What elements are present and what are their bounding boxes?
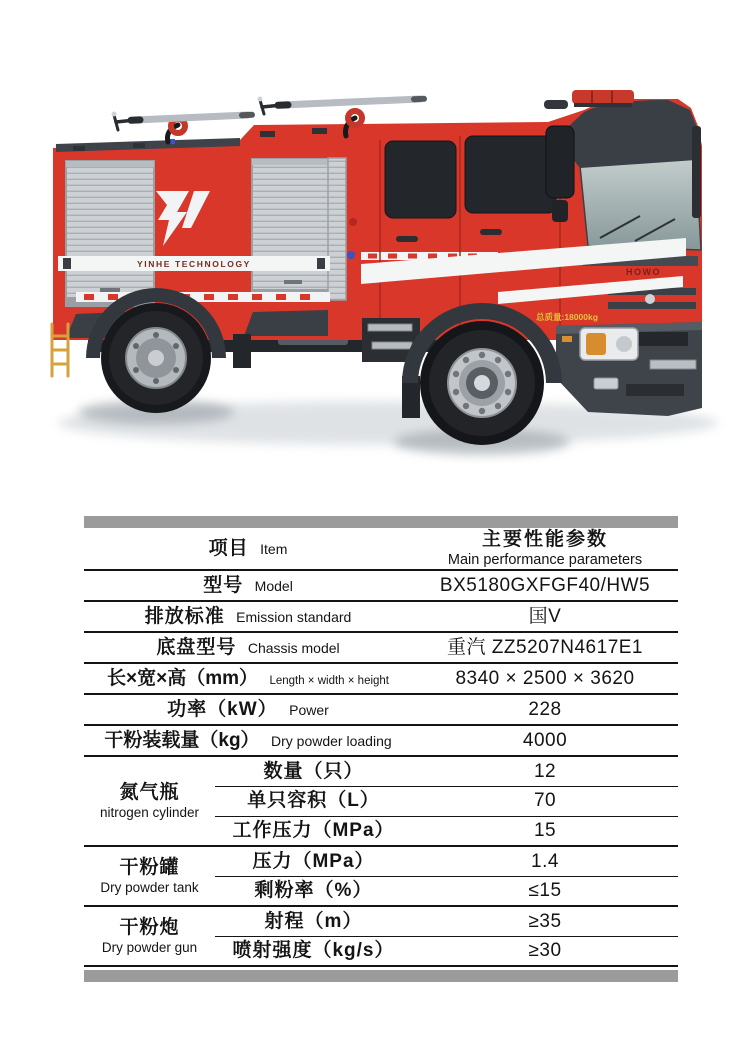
spec-row-dimensions xyxy=(84,663,678,694)
door-handle xyxy=(480,229,502,235)
row-value-cell xyxy=(412,876,678,906)
group-cell-nitrogen-cylinder xyxy=(84,756,215,846)
row-value-cell xyxy=(412,632,678,663)
group-en: Dry powder gun xyxy=(101,939,198,955)
row-value-cell xyxy=(412,570,678,601)
group-en: Dry powder tank xyxy=(100,879,199,895)
row-value-cell xyxy=(412,936,678,966)
value: 228 xyxy=(528,698,562,720)
row-value-cell xyxy=(412,756,678,786)
row-label-cell xyxy=(84,601,412,632)
sub-label: 工作压力（MPa） xyxy=(232,820,395,842)
front-door-window xyxy=(465,136,556,213)
value: 1.4 xyxy=(531,850,559,872)
value: 15 xyxy=(533,820,557,842)
group-zh: 氮气瓶 xyxy=(119,782,180,804)
value: BX5180GXFGF40/HW5 xyxy=(439,574,651,596)
sub-label-cell xyxy=(215,816,412,846)
label-zh: 底盘型号 xyxy=(156,636,237,658)
crew-door-window xyxy=(385,141,456,218)
spec-row-model xyxy=(84,570,678,601)
row-label-cell xyxy=(84,694,412,725)
grille-emblem xyxy=(645,294,655,304)
header-item-cell xyxy=(84,528,412,570)
windshield xyxy=(580,158,701,250)
label-zh: 干粉装载量（kg） xyxy=(104,729,260,751)
row-value-cell xyxy=(412,694,678,725)
corner-marker xyxy=(562,336,572,342)
side-logo-text: YINHE TECHNOLOGY xyxy=(137,259,251,269)
value: 国V xyxy=(528,605,562,627)
label-en: Chassis model xyxy=(247,639,340,656)
reflective-band-tank xyxy=(76,292,330,302)
value: ≥35 xyxy=(528,910,562,932)
label-en: Length × width × height xyxy=(269,674,390,687)
side-red-lamp xyxy=(349,218,357,226)
value: 4000 xyxy=(522,729,568,751)
shutter-handle xyxy=(100,288,120,292)
group-zh: 干粉罐 xyxy=(119,857,180,879)
row-label-cell xyxy=(84,663,412,694)
label-zh: 功率（kW） xyxy=(167,698,278,720)
label-zh: 长×宽×高（mm） xyxy=(107,667,258,689)
roller-shutter-door-middle xyxy=(252,159,334,298)
header-params-cell xyxy=(412,528,678,570)
row-label-cell xyxy=(84,632,412,663)
row-value-cell xyxy=(412,601,678,632)
front-badge-text: HOWO xyxy=(626,267,661,277)
sun-visor xyxy=(556,100,700,168)
header-params-zh: 主要性能参数 xyxy=(482,529,609,551)
row-label-cell xyxy=(84,570,412,601)
sub-label-cell xyxy=(215,756,412,786)
group-zh: 干粉炮 xyxy=(119,917,180,939)
shutter-handle xyxy=(284,280,302,284)
label-en: Model xyxy=(254,577,293,594)
spec-row-emission xyxy=(84,601,678,632)
group-cell-dry-powder-gun xyxy=(84,906,215,966)
fire-truck-svg xyxy=(28,78,728,470)
row-value-cell xyxy=(412,663,678,694)
fog-lamp xyxy=(594,378,618,389)
mudflap xyxy=(233,334,251,368)
label-zh: 排放标准 xyxy=(144,605,225,627)
sub-label-cell xyxy=(215,846,412,876)
label-en: Dry powder loading xyxy=(271,732,392,749)
row-value-cell xyxy=(412,816,678,846)
value: 70 xyxy=(533,790,557,812)
front-wheel xyxy=(420,321,544,445)
sub-label: 压力（MPa） xyxy=(252,850,375,872)
row-value-cell xyxy=(412,786,678,816)
sub-label: 数量（只） xyxy=(263,760,364,782)
roof-horn xyxy=(544,100,568,109)
sub-label-cell xyxy=(215,786,412,816)
value: ≥30 xyxy=(528,940,562,962)
sub-label-cell xyxy=(215,936,412,966)
table-header-row xyxy=(84,528,678,570)
table-top-accent-bar xyxy=(84,516,678,528)
table-bottom-accent-bar xyxy=(84,970,678,982)
spec-sheet xyxy=(84,516,678,982)
value: ≤15 xyxy=(528,880,562,902)
spec-row-tank-pressure xyxy=(84,846,678,876)
sub-label: 射程（m） xyxy=(264,910,363,932)
row-value-cell xyxy=(412,725,678,756)
headlight xyxy=(580,328,638,360)
sub-label-cell xyxy=(215,906,412,936)
spec-row-cylinder-count xyxy=(84,756,678,786)
sub-label: 单只容积（L） xyxy=(247,790,380,812)
spec-row-power xyxy=(84,694,678,725)
spec-row-chassis xyxy=(84,632,678,663)
roller-shutter-door-rear xyxy=(66,161,154,306)
roof-water-monitor-rear xyxy=(112,112,253,143)
rear-wheel xyxy=(101,303,211,413)
group-en: nitrogen cylinder xyxy=(99,804,200,820)
row-value-cell xyxy=(412,906,678,936)
sub-label-cell xyxy=(215,876,412,906)
spec-row-gun-range xyxy=(84,906,678,936)
row-label-cell xyxy=(84,725,412,756)
value: 8340 × 2500 × 3620 xyxy=(455,667,635,689)
door-handle xyxy=(396,236,418,242)
label-en: Emission standard xyxy=(236,608,352,625)
label-en: Power xyxy=(289,701,329,718)
value: 重汽 ZZ5207N4617E1 xyxy=(447,636,644,658)
group-cell-dry-powder-tank xyxy=(84,846,215,906)
roller-shutter-door-narrow xyxy=(328,158,346,300)
sub-label: 喷射强度（kg/s） xyxy=(232,940,395,962)
label-zh: 型号 xyxy=(203,574,244,596)
performance-spec-table xyxy=(84,528,678,967)
header-item-zh: 项目 xyxy=(208,537,249,559)
value: 12 xyxy=(533,760,557,782)
weight-marking-text: 总质量:18000kg xyxy=(536,312,598,322)
spec-row-powder-loading xyxy=(84,725,678,756)
fire-truck-illustration xyxy=(28,78,728,470)
row-value-cell xyxy=(412,846,678,876)
side-logo-band xyxy=(58,256,330,271)
side-blue-lamp xyxy=(347,251,355,259)
header-params-en: Main performance parameters xyxy=(447,551,643,568)
roof-beacon-bar xyxy=(544,90,634,109)
header-item-en: Item xyxy=(260,540,288,557)
sub-label: 剩粉率（%） xyxy=(254,880,373,902)
